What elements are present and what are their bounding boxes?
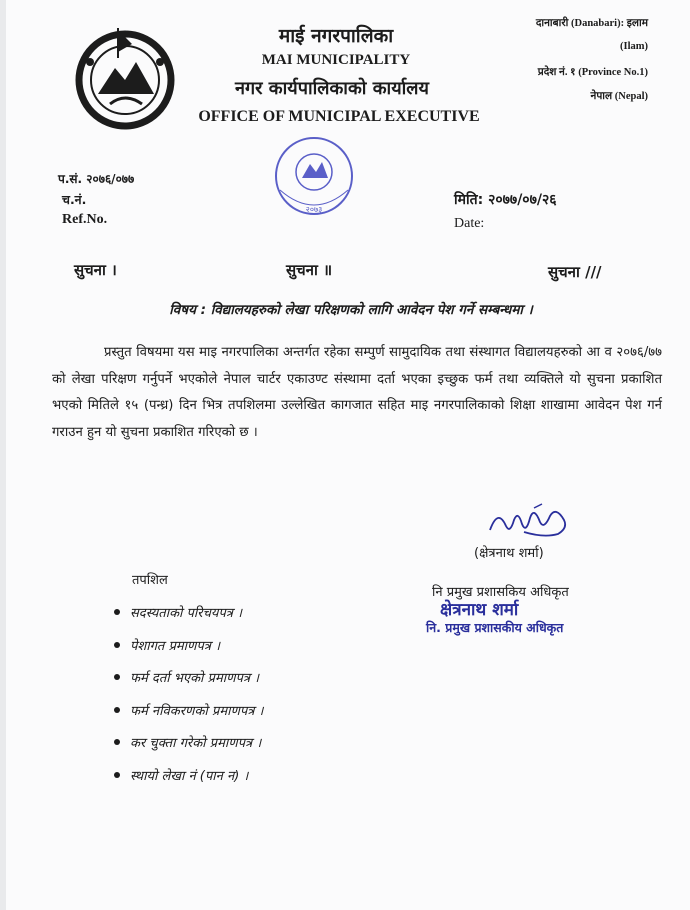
notice-body-paragraph (52, 340, 662, 446)
name-stamp: क्षेत्रनाथ शर्मा (440, 600, 519, 620)
address-line-3: प्रदेश नं. १ (Province No.1) (537, 67, 648, 78)
bullet-icon (114, 674, 120, 680)
signatory-title: नि प्रमुख प्रशासकिय अधिकृत (432, 585, 569, 600)
list-item: कर चुक्ता गरेको प्रमाणपत्र । (114, 726, 263, 759)
notice-heading-left: सुचना । (74, 261, 117, 279)
list-item: सदस्यताको परिचयपत्र । (114, 596, 263, 629)
subject-line: विषय : विद्यालयहरुको लेखा परिक्षणको लागि आवेदन पेश गर्ने सम्बन्धमा । (169, 302, 533, 318)
ref-number-label-nepali: च.नं. (62, 192, 87, 207)
fiscal-year-label: प.सं. २०७६/०७७ (58, 172, 135, 186)
svg-text:२०७३: २०७३ (305, 205, 323, 214)
handwritten-signature (484, 500, 574, 542)
ref-number-label-english: Ref.No. (62, 212, 108, 227)
details-heading: तपशिल (132, 573, 168, 588)
office-name-english: OFFICE OF MUNICIPAL EXECUTIVE (198, 108, 480, 125)
notice-document (6, 0, 690, 910)
address-line-4: नेपाल (Nepal) (590, 91, 648, 102)
office-seal-stamp (264, 132, 364, 224)
list-item: फर्म नविकरणको प्रमाणपत्र । (114, 694, 263, 727)
notice-body-text: प्रस्तुत विषयमा यस माइ नगरपालिका अन्तर्गत रहेका सम्पुर्ण सामुदायिक तथा संस्थागत विद्यालयहरुको आ व २०७६/७७ को लेखा परिक्षण गर्नुपर्ने भएकोले नेपाल चार्टर एकाउण्ट संस्थामा दर्ता भएका इच्छुक फर्म तथा व्यक्तिले यो सुचना प्रकाशित भएको मितिले १५ (पन्ध्र) दिन भित्र तपशिलमा उल्लेखित कागजात सहित माइ नगरपालिकाको शिक्षा शाखामा आवेदन पेश गर्न गराउन हुन यो सुचना प्रकाशित गरिएको छ । (52, 345, 662, 440)
bullet-icon (114, 772, 120, 778)
list-item: स्थायो लेखा नं (पान न) । (114, 759, 263, 792)
list-item: पेशागत प्रमाणपत्र । (114, 629, 263, 662)
signatory-name: (क्षेत्रनाथ शर्मा) (474, 546, 544, 561)
bullet-icon (114, 609, 120, 615)
office-name-nepali: नगर कार्यपालिकाको कार्यालय (235, 78, 429, 99)
address-line-1: दानाबारी (Danabari): इलाम (535, 18, 648, 29)
notice-heading-right: सुचना /// (548, 263, 602, 281)
bullet-icon (114, 707, 120, 713)
list-item: फर्म दर्ता भएको प्रमाणपत्र । (114, 661, 263, 694)
bullet-icon (114, 739, 120, 745)
notice-heading-center: सुचना ॥ (286, 261, 333, 279)
bullet-icon (114, 642, 120, 648)
municipality-name-nepali: माई नगरपालिका (278, 25, 394, 47)
date-label-english: Date: (454, 216, 485, 231)
required-documents-list (114, 596, 263, 791)
date-nepali: मिति: २०७७/०७/२६ (454, 192, 557, 208)
title-stamp: नि. प्रमुख प्रशासकीय अधिकृत (426, 620, 564, 635)
municipality-emblem-logo (70, 22, 180, 132)
municipality-name-english: MAI MUNICIPALITY (261, 52, 411, 68)
address-line-2: (Ilam) (620, 41, 648, 52)
